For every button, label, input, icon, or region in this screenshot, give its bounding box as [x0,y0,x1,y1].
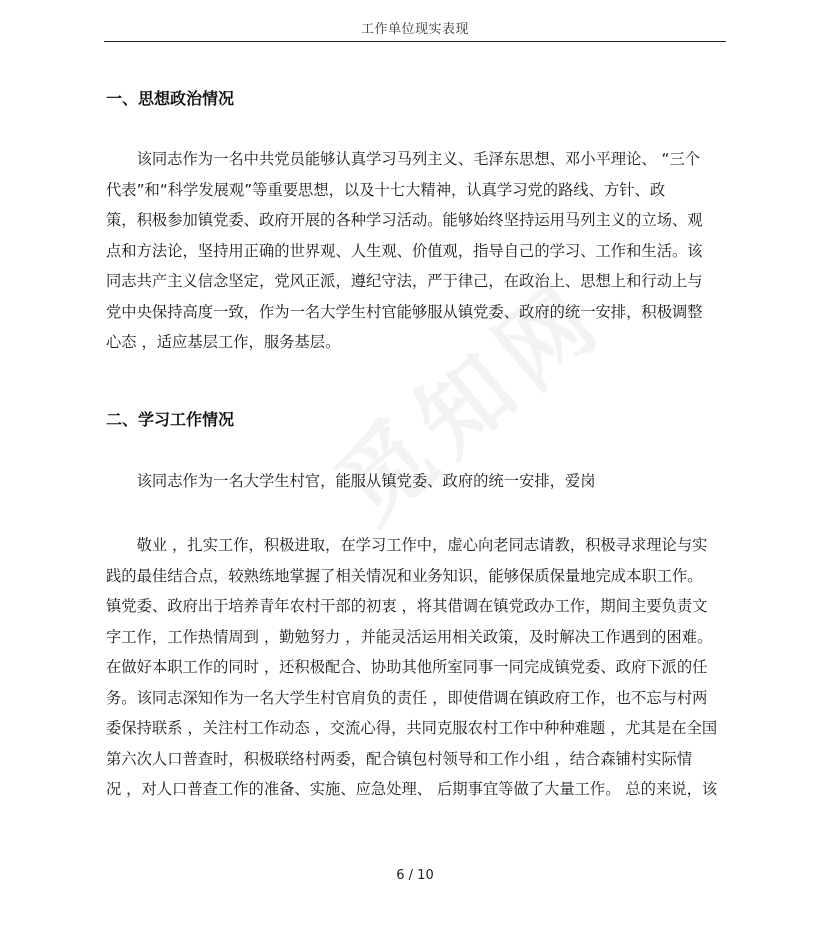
section-1-paragraph [106,144,742,358]
paragraph-line: 镇党委、政府出于培养青年农村干部的初衷 ，将其借调在镇党政办工作，期间主要负责文 [106,597,708,615]
paragraph-line: 第六次人口普查时，积极联络村两委，配合镇包村领导和工作小组 ，结合森铺村实际情 [106,749,693,768]
page-header: 工作单位现实表现 [360,22,469,37]
paragraph-line: 代表”和“科学发展观”等重要思想，以及十七大精神，认真学习党的路线、方针、政 [106,180,666,199]
paragraph-line: 党中央保持高度一致，作为一名大学生村官能够服从镇党委、政府的统一安排，积极调整 [106,302,703,321]
paragraph-line: 心态 ，适应基层工作，服务基层。 [106,333,341,351]
paragraph-line: 委保持联系 ，关注村工作动态 ，交流心得，共同克服农村工作中种种难题 ，尤其是在全国 [106,719,718,737]
header-divider [104,41,726,42]
paragraph-line: 策，积极参加镇党委、政府开展的各种学习活动。能够始终坚持运用马列主义的立场、观 [106,211,703,229]
paragraph-line: 务。该同志深知作为一名大学生村官肩负的责任 ，即使借调在镇政府工作，也不忘与村两 [106,688,708,707]
paragraph-line: 在做好本职工作的同时 ，还积极配合、协助其他所室同事一同完成镇党委、政府下派的任 [106,658,708,676]
paragraph-line: 况 ，对人口普查工作的准备、实施、应急处理、 后期事宜等做了大量工作。 总的来说，该 [106,780,718,798]
paragraph-line: 点和方法论，坚持用正确的世界观、人生观、价值观，指导自己的学习、工作和生活。该 [106,241,703,260]
paragraph-line: 该同志作为一名中共党员能够认真学习马列主义、毛泽东思想、邓小平理论、 “三个 [106,150,701,168]
section-2-paragraph [106,530,742,805]
section-2-intro [106,466,742,497]
paragraph-line: 同志共产主义信念坚定，党风正派，遵纪守法，严于律己，在政治上、思想上和行动上与 [106,272,703,290]
page-number: 6 / 10 [396,868,434,883]
paragraph-line: 践的最佳结合点，较熟练地掌握了相关情况和业务知识，能够保质保量地完成本职工作。 [106,566,703,585]
section-heading-1: 一、思想政治情况 [106,89,235,108]
section-heading-2: 二、学习工作情况 [106,410,235,429]
paragraph-line: 敬业 ，扎实工作，积极进取，在学习工作中，虚心向老同志请教，积极寻求理论与实 [106,536,708,554]
paragraph-line: 该同志作为一名大学生村官，能服从镇党委、政府的统一安排，爱岗 [106,472,596,490]
paragraph-line: 字工作，工作热情周到 ，勤勉努力 ，并能灵活运用相关政策，及时解决工作遇到的困难。 [106,627,713,646]
